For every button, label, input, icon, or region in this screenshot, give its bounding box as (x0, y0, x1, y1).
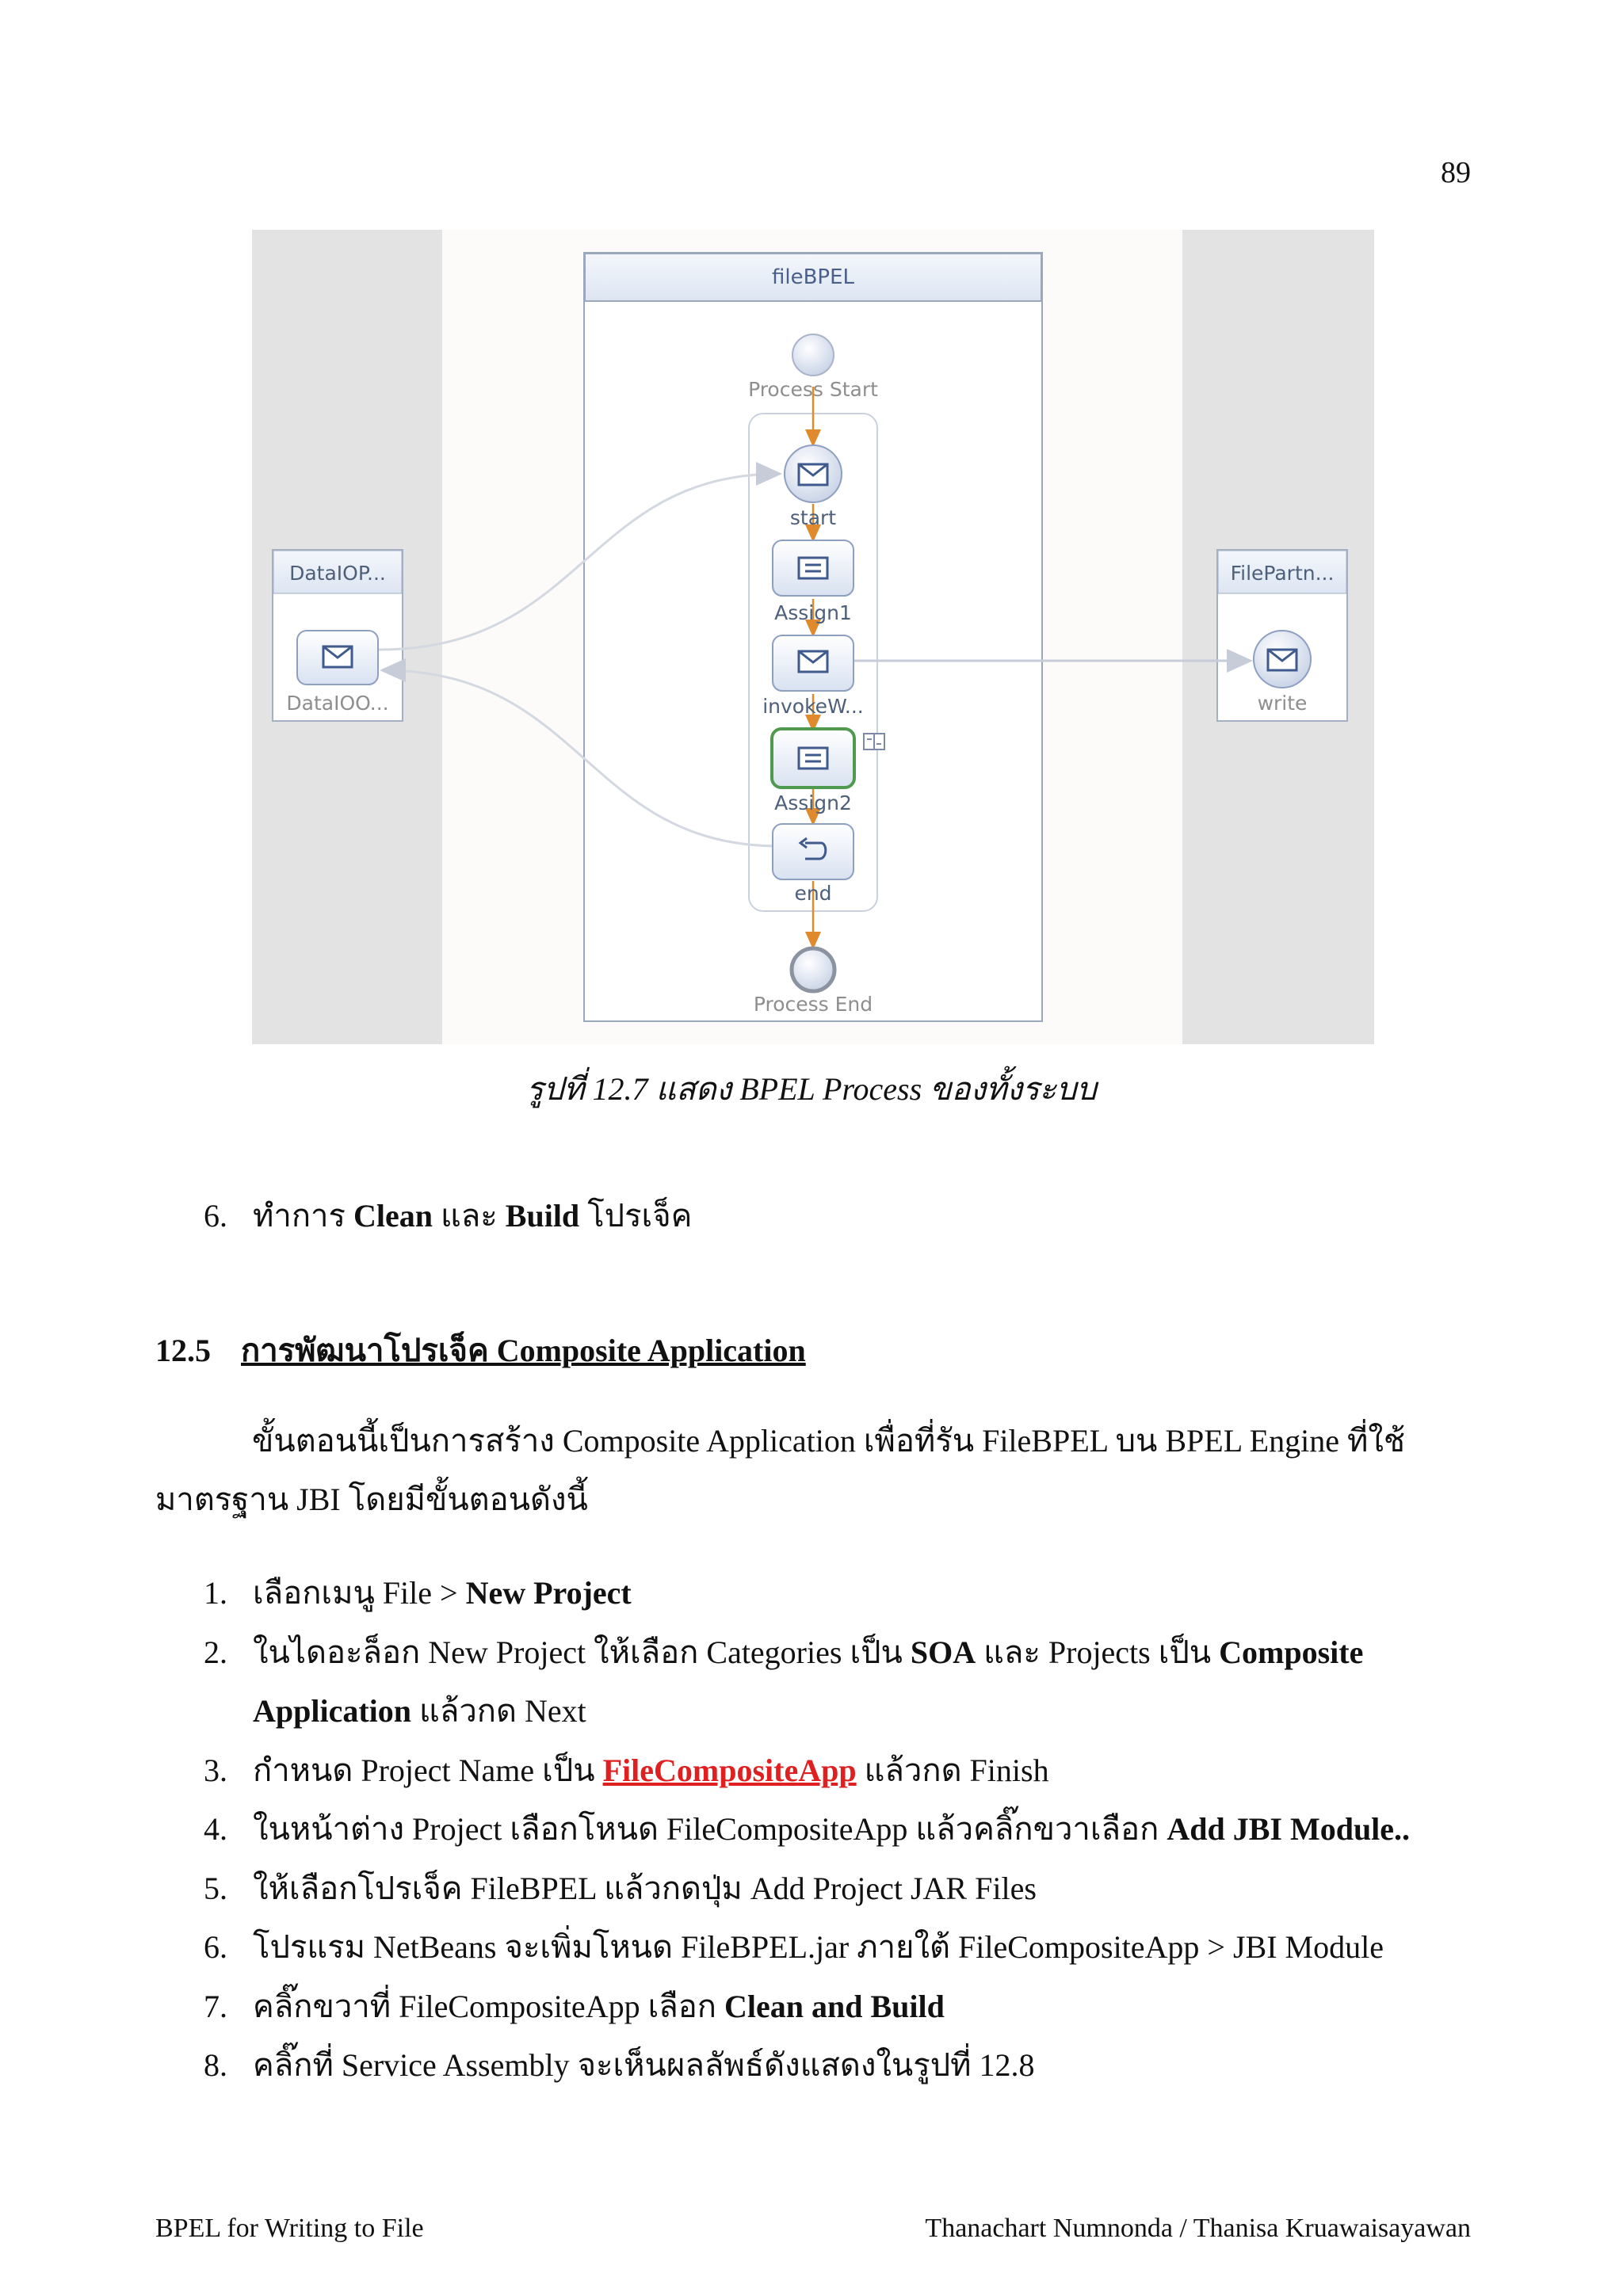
invoke-envelope-icon (799, 651, 827, 672)
step-bold: Add JBI Module.. (1167, 1811, 1411, 1847)
step-bold: New Project (465, 1575, 632, 1611)
step-bold: SOA (910, 1634, 976, 1670)
step-text: ให้เลือกโปรเจ็ค FileBPEL แล้วกดปุ่ม Add Project JAR Files (253, 1870, 1037, 1906)
mapper-icon (864, 734, 884, 749)
section-number: 12.5 (155, 1333, 211, 1368)
assign1-label: Assign1 (774, 601, 852, 624)
list-item (204, 1741, 1472, 1801)
step-text: และ Projects เป็น (976, 1634, 1220, 1670)
footer-left: BPEL for Writing to File (155, 2214, 424, 2243)
bpel-process-figure (252, 230, 1374, 1044)
list-item (204, 1978, 1472, 2037)
list-item (204, 2036, 1472, 2096)
step-bold: Application (253, 1693, 412, 1729)
step-text: เลือกเมนู File > (253, 1575, 466, 1611)
page-number: 89 (1441, 156, 1471, 189)
step-number: 2. (204, 1634, 227, 1670)
step-bold: Clean and Build (724, 1988, 945, 2024)
step6-build: Build (505, 1198, 580, 1234)
process-start-label: Process Start (748, 378, 878, 401)
step-text: ในไดอะล็อก New Project ให้เลือก Categories เป็น (253, 1634, 911, 1670)
step-number: 6. (204, 1929, 227, 1965)
steps-list (204, 1564, 1472, 2096)
step6-clean: Clean (353, 1198, 433, 1234)
start-label: start (789, 506, 837, 529)
section-title: การพัฒนาโปรเจ็ค Composite Application (241, 1333, 806, 1368)
step-text: คลิ๊กที่ Service Assembly จะเห็นผลลัพธ์ดังแสดงในรูปที่ 12.8 (253, 2047, 1035, 2083)
list-item (204, 1859, 1472, 1919)
step-text: คลิ๊กขวาที่ FileCompositeApp เลือก (253, 1988, 724, 2024)
partner-left-envelope-icon (323, 646, 352, 667)
intro-line-2: มาตรฐาน JBI โดยมีขั้นตอนดังนี้ (155, 1482, 588, 1517)
assign1-icon (799, 558, 827, 578)
step-continuation (253, 1682, 1472, 1741)
step-number: 4. (204, 1811, 227, 1847)
figure-caption: รูปที่ 12.7 แสดง BPEL Process ของทั้งระบบ (526, 1071, 1097, 1107)
step-text: โปรแรม NetBeans จะเพิ่มโหนด FileBPEL.jar ภายใต้ FileCompositeApp > JBI Module (253, 1929, 1384, 1965)
end-label: end (794, 882, 832, 905)
project-name-highlight: FileCompositeApp (602, 1752, 857, 1788)
process-end-node (792, 948, 834, 991)
list-item (204, 1918, 1472, 1978)
process-start-node (792, 334, 834, 376)
process-title: fileBPEL (771, 265, 855, 289)
invoke-label: invokeW... (762, 695, 864, 718)
bpel-diagram-svg (252, 230, 1374, 1044)
step-number: 8. (204, 2047, 227, 2083)
step6-line (204, 1187, 692, 1245)
partner-right-operation: write (1257, 692, 1308, 715)
reply-end-node (773, 824, 854, 879)
step6-text-3: โปรเจ็ค (579, 1198, 693, 1234)
step-text: แล้วกด Finish (856, 1752, 1049, 1788)
step-number: 7. (204, 1988, 227, 2024)
assign2-icon (799, 748, 827, 769)
step6-text-2: และ (433, 1198, 506, 1234)
process-end-label: Process End (753, 993, 873, 1016)
step-text: แล้วกด Next (411, 1693, 586, 1729)
step-text: ในหน้าต่าง Project เลือกโหนด FileCompositeApp แล้วคลิ๊กขวาเลือก (253, 1811, 1167, 1847)
step-number: 3. (204, 1752, 227, 1788)
intro-line-1: ขั้นตอนนี้เป็นการสร้าง Composite Application เพื่อที่รัน FileBPEL บน BPEL Engine ที่ใช้ (252, 1423, 1405, 1459)
step-text: กำหนด Project Name เป็น (253, 1752, 603, 1788)
list-item (204, 1564, 1472, 1623)
partner-left-title: DataIOP... (289, 562, 386, 585)
start-envelope-icon (799, 464, 827, 485)
partner-right-title: FilePartn... (1230, 562, 1335, 585)
partner-right-envelope-icon (1268, 650, 1296, 670)
section-heading (155, 1325, 806, 1375)
assign2-label: Assign2 (774, 791, 852, 814)
partner-left-operation: DataIOO... (286, 692, 389, 715)
step6-number: 6. (204, 1198, 227, 1234)
intro-paragraph (155, 1412, 1471, 1529)
footer-right: Thanachart Numnonda / Thanisa Kruawaisayawan (925, 2214, 1471, 2243)
step-number: 5. (204, 1870, 227, 1906)
step6-text-1: ทำการ (253, 1198, 353, 1234)
list-item (204, 1623, 1472, 1741)
step-number: 1. (204, 1575, 227, 1611)
list-item (204, 1800, 1472, 1859)
step-bold: Composite (1219, 1634, 1364, 1670)
